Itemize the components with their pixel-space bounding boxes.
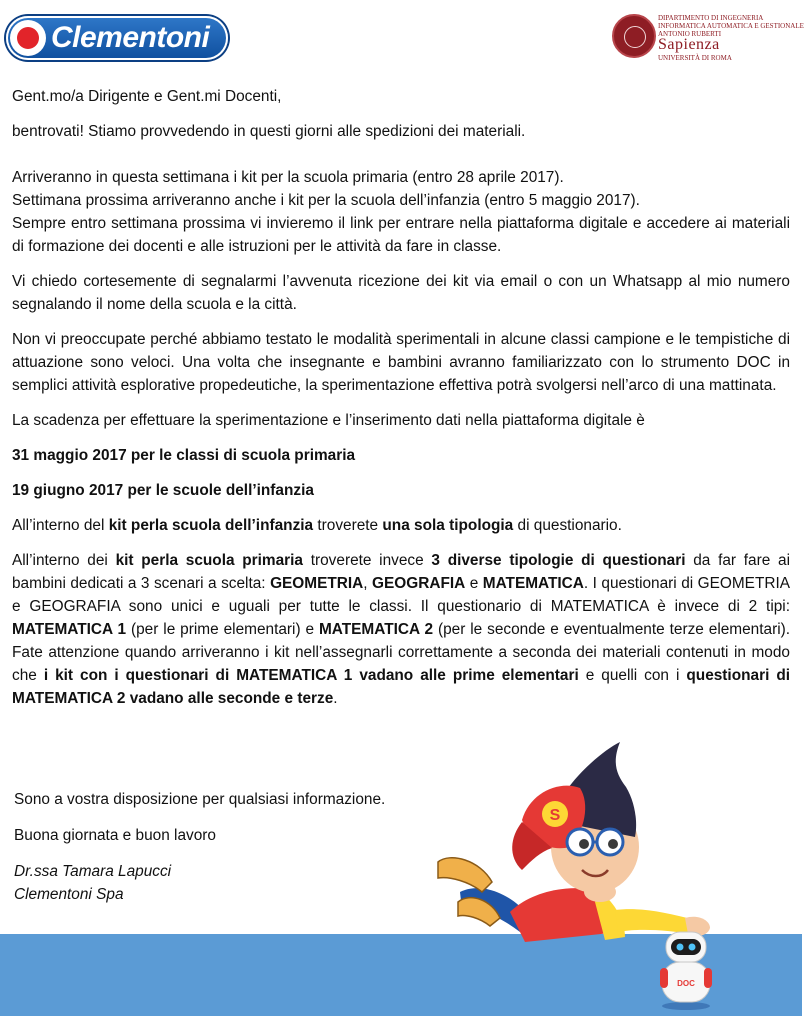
robot-illustration (652, 928, 720, 1010)
shipping-line-platform: Sempre entro settimana prossima vi invieremo il link per entrare nella piattaforma digitale e accedere ai materiali di formazione dei docenti e alle istruzioni per le attività da fare in classe. (12, 215, 790, 255)
deadline-primary: 31 maggio 2017 per le classi di scuola primaria (12, 447, 356, 464)
signature-name: Dr.ssa Tamara Lapucci (14, 863, 172, 880)
deadline-intro: La scadenza per effettuare la sperimentazione e l’inserimento dati nella piattaforma digitale è (12, 412, 645, 429)
university-subtitle: UNIVERSITÀ DI ROMA (658, 54, 732, 62)
shipping-line-primary: Arriveranno in questa settimana i kit per la scuola primaria (entro 28 aprile 2017). (12, 169, 564, 186)
shipping-line-infant: Settimana prossima arriveranno anche i kit per la scuola dell’infanzia (entro 5 maggio 2017). (12, 192, 640, 209)
greeting-line: Buona giornata e buon lavoro (14, 827, 216, 844)
mascot-cap-letter: S (549, 807, 561, 824)
intro-paragraph: bentrovati! Stiamo provvedendo in questi giorni alle spedizioni dei materiali. (12, 123, 526, 140)
reassurance-paragraph: Non vi preoccupate perché abbiamo testato le modalità sperimentali in alcune classi campione e le tempistiche di attuazione sono veloci. Una volta che insegnante e bambini avranno familiarizzato con lo strumento DOC in semplici attività esplorative propedeutiche, la sperimentazione effettiva potrà svolgersi nell’arco di una mattinata. (12, 331, 790, 394)
primary-kit-paragraph: All’interno dei kit perla scuola primaria troverete invece 3 diverse tipologie di questionari da far fare ai bambini dedicati a 3 scenari a scelta: GEOMETRIA, GEOGRAFIA e MATEMATICA. I questionari di GEOMETRIA e GEOGRAFIA sono unici e uguali per tutte le classi. Il questionario di MATEMATICA è invece di 2 tipi: MATEMATICA 1 (per le prime elementari) e MATEMATICA 2 (per le seconde e eventualmente terze elementari). Fate attenzione quando arriveranno i kit nell’assegnarli correttamente a seconda dei materiali contenuti in modo che i kit con i questionari di MATEMATICA 1 vadano alle prime elementari e quelli con i questionari di MATEMATICA 2 vadano alle seconde e terze. (12, 552, 791, 707)
signature-company: Clementoni Spa (14, 886, 124, 903)
deadline-infant: 19 giugno 2017 per le scuole dell’infanzia (12, 482, 314, 499)
sapienza-logo (612, 14, 808, 66)
university-name: Sapienza (658, 36, 720, 53)
robot-label: DOC (677, 979, 695, 988)
sapienza-seal-icon (612, 14, 656, 58)
clementoni-logo (6, 16, 228, 60)
clementoni-logo-text: Clementoni (51, 21, 210, 54)
request-paragraph: Vi chiedo cortesemente di segnalarmi l’avvenuta ricezione dei kit via email o con un Whatsapp al mio numero segnalando il nome della scuola e la città. (12, 273, 790, 313)
department-name: DIPARTIMENTO DI INGEGNERIA INFORMATICA AUTOMATICA E GESTIONALE ANTONIO RUBERTI (658, 14, 804, 38)
infant-kit-paragraph: All’interno del kit perla scuola dell’infanzia troverete una sola tipologia di questionario. (12, 517, 622, 534)
availability-line: Sono a vostra disposizione per qualsiasi informazione. (14, 791, 386, 808)
letter-body (12, 85, 790, 722)
salutation: Gent.mo/a Dirigente e Gent.mi Docenti, (12, 88, 282, 105)
closing-block (14, 788, 444, 906)
clementoni-logo-mark (10, 20, 46, 56)
